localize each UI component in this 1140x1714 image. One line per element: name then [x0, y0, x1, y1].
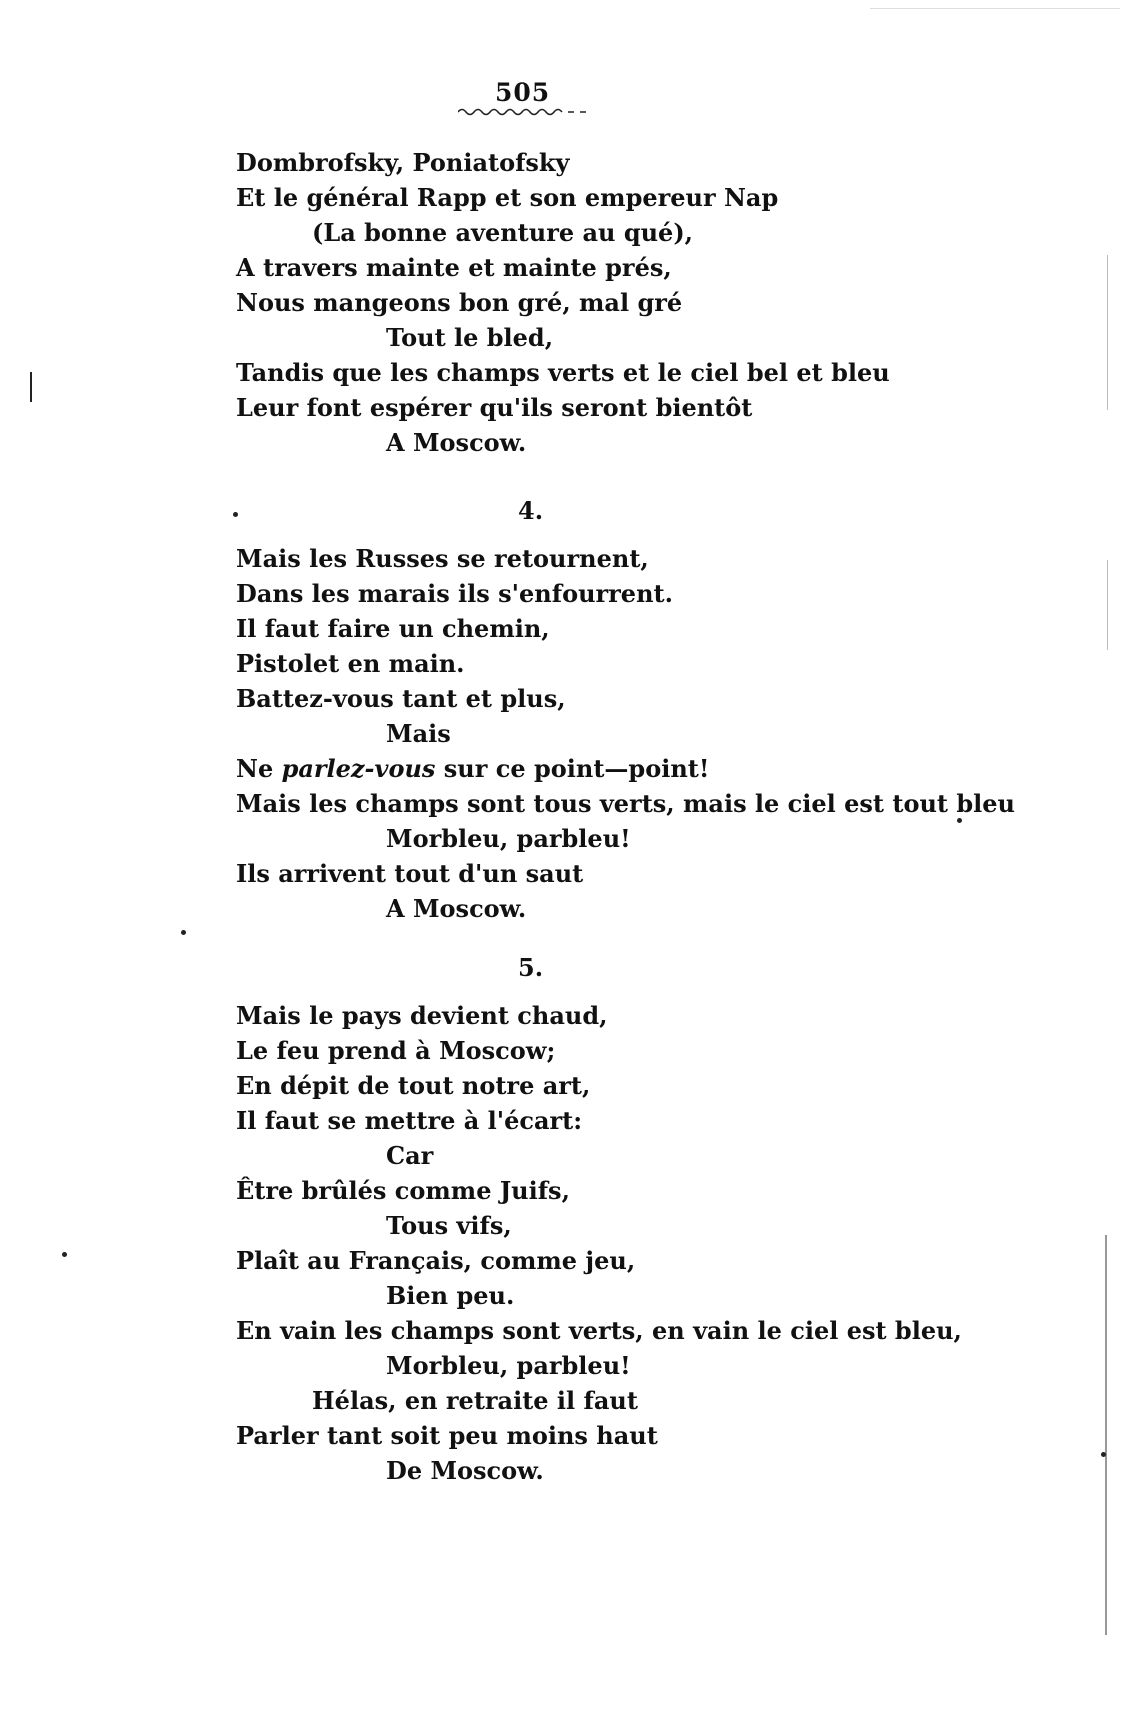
verse-line: Dans les marais ils s'enfourrent. [236, 579, 673, 608]
scan-mark [870, 8, 1120, 9]
italic-phrase: parlez-vous [281, 754, 436, 783]
page-number: 505 [495, 78, 551, 107]
ornament-rule [458, 106, 588, 118]
verse-line: A Moscow. [386, 894, 527, 923]
verse-line: Ne parlez-vous sur ce point—point! [236, 754, 710, 783]
verse-line: Morbleu, parbleu! [386, 1351, 631, 1380]
verse-line: Nous mangeons bon gré, mal gré [236, 288, 683, 317]
verse-line: Mais [386, 719, 451, 748]
verse-line: Bien peu. [386, 1281, 515, 1310]
verse-line: Il faut faire un chemin, [236, 614, 550, 643]
verse-line: De Moscow. [386, 1456, 544, 1485]
verse-line: Être brûlés comme Juifs, [236, 1176, 570, 1205]
scan-mark [957, 818, 962, 823]
verse-line: Hélas, en retraite il faut [312, 1386, 638, 1415]
scan-mark [1107, 560, 1108, 650]
verse-line: (La bonne aventure au qué), [312, 218, 694, 247]
verse-line: Tous vifs, [386, 1211, 512, 1240]
scan-mark [62, 1252, 67, 1257]
verse-line: Il faut se mettre à l'écart: [236, 1106, 583, 1135]
verse-line: Pistolet en main. [236, 649, 465, 678]
verse-line: Le feu prend à Moscow; [236, 1036, 556, 1065]
verse-line: Car [386, 1141, 434, 1170]
scan-mark [1101, 1452, 1106, 1457]
verse-line: Morbleu, parbleu! [386, 824, 631, 853]
scan-mark [181, 930, 186, 935]
verse-line: Dombrofsky, Poniatofsky [236, 148, 570, 177]
verse-line: Plaît au Français, comme jeu, [236, 1246, 636, 1275]
verse-line: Battez-vous tant et plus, [236, 684, 566, 713]
verse-line: Ils arrivent tout d'un saut [236, 859, 584, 888]
verse-line: Mais les Russes se retournent, [236, 544, 649, 573]
verse-line: Et le général Rapp et son empereur Nap [236, 183, 779, 212]
scan-mark [1107, 255, 1108, 410]
verse-line: Mais les champs sont tous verts, mais le ciel est tout bleu [236, 789, 1015, 818]
verse-line: Tandis que les champs verts et le ciel bel et bleu [236, 358, 890, 387]
verse-line: Mais le pays devient chaud, [236, 1001, 608, 1030]
verse-line: En vain les champs sont verts, en vain le ciel est bleu, [236, 1316, 962, 1345]
verse-line: A travers mainte et mainte prés, [236, 253, 672, 282]
verse-line: Leur font espérer qu'ils seront bientôt [236, 393, 753, 422]
scan-mark [30, 372, 32, 402]
verse-line: Parler tant soit peu moins haut [236, 1421, 658, 1450]
stanza-number: 5. [518, 953, 544, 982]
verse-line: A Moscow. [386, 428, 527, 457]
verse-line: Tout le bled, [386, 323, 554, 352]
verse-line: En dépit de tout notre art, [236, 1071, 591, 1100]
scan-mark [1105, 1235, 1107, 1635]
stanza-number: 4. [518, 496, 544, 525]
scan-mark [233, 512, 238, 517]
